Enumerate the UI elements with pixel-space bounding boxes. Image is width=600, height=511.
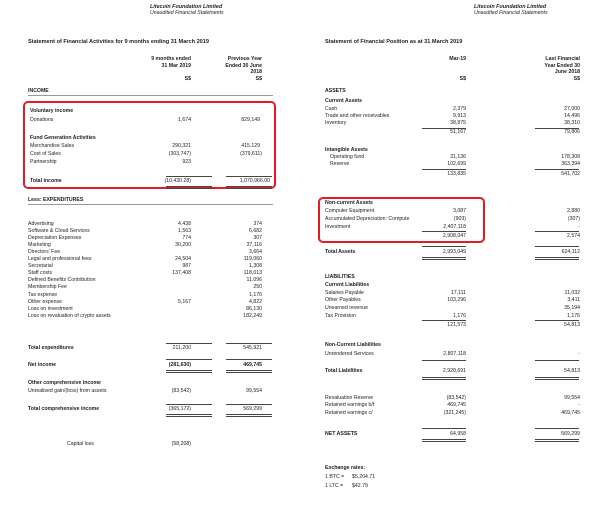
- double-rule: [166, 414, 212, 417]
- revaluation-label: Revaluation Reserve: [325, 395, 374, 401]
- net-assets-v1: 64,958: [450, 431, 466, 437]
- col-header-line: 31 Mar 2019: [161, 62, 191, 69]
- total-expenditures-v2: 545,921: [243, 345, 262, 351]
- expense-v2: 250: [253, 284, 262, 291]
- net-assets-v2: 569,299: [561, 431, 580, 437]
- current-liab-total-v1: 121,573: [447, 322, 466, 328]
- activities-title: Statement of Financial Activities for 9 months ending 31 March 2019: [28, 39, 210, 45]
- ltc-value: $42.79: [352, 483, 368, 489]
- capital-loss-label: Capital loss: [67, 441, 94, 447]
- net-income-v2: 469,745: [243, 362, 262, 368]
- double-rule: [166, 370, 212, 373]
- cash-v2: 27,000: [564, 106, 580, 112]
- unearned-v2: 35,194: [564, 305, 580, 311]
- right-header: [474, 5, 548, 17]
- expense-v2: 86,130: [246, 305, 262, 312]
- col-header-line: S$: [459, 75, 466, 82]
- right-org-name: Litecoin Foundation Limited: [474, 4, 547, 10]
- right-org-subtitle: Unaudited Financial Statements: [474, 10, 548, 17]
- col-header-line: S$: [184, 75, 191, 82]
- capital-loss-v1: (58,208): [171, 441, 191, 447]
- double-rule: [422, 377, 466, 380]
- current-liab-total-v2: 54,813: [564, 322, 580, 328]
- expense-v1: 137,408: [172, 270, 191, 277]
- unearned-label: Unearned revenue: [325, 305, 368, 311]
- tax-provision-label: Tax Provision: [325, 313, 356, 319]
- reserve-v2: 363,394: [561, 161, 580, 167]
- btc-label: 1 BTC =: [325, 474, 345, 480]
- expense-v2: 182,249: [243, 312, 262, 319]
- total-liabilities-label: Total Liabilities: [325, 368, 363, 374]
- retained-bf-label: Retained earnings b/f: [325, 402, 375, 408]
- accum-dep-v2: (307): [567, 216, 580, 222]
- expense-v2: 4,822: [249, 298, 262, 305]
- inventory-v1: 38,875: [450, 120, 466, 126]
- computer-equipment-label: Computer Equipment: [325, 208, 375, 214]
- left-org-name: Litecoin Foundation Limited: [150, 4, 223, 10]
- left-org-subtitle: Unaudited Financial Statements: [150, 10, 224, 17]
- double-rule: [535, 377, 579, 380]
- merch-sales-label: Merchandise Sales: [30, 143, 75, 149]
- total-comprehensive-v1: (365,172): [168, 406, 191, 412]
- retained-cf-v1: (321,245): [443, 410, 466, 416]
- intangible-total-v2: 541,702: [561, 171, 580, 177]
- expenditures-heading: Less: EXPENDITURES: [28, 197, 84, 203]
- tax-provision-v2: 1,176: [567, 313, 580, 319]
- double-rule: [422, 257, 466, 260]
- exchange-heading: Exchange rates:: [325, 465, 366, 471]
- ltc-label: 1 LTC =: [325, 483, 344, 489]
- expense-v2: 119,060: [243, 256, 262, 263]
- total-assets-label: Total Assets: [325, 249, 356, 255]
- cost-of-sales-v1: (303,747): [168, 151, 191, 157]
- investment-v1: 2,407,118: [443, 224, 466, 230]
- other-payables-v1: 103,296: [447, 297, 466, 303]
- expense-label: Marketing: [28, 242, 51, 249]
- total-assets-v2: 624,112: [561, 249, 580, 255]
- position-col1-header: [449, 56, 466, 82]
- expense-v2: 3,664: [249, 249, 262, 256]
- net-assets-label: NET ASSETS: [325, 431, 358, 437]
- rule: [226, 359, 272, 360]
- double-rule: [535, 439, 579, 442]
- left-header: [150, 5, 224, 17]
- total-income-label: Total income: [30, 178, 62, 184]
- intangible-heading: Intangible Assets: [325, 147, 368, 153]
- retained-cf-v2: 469,745: [561, 410, 580, 416]
- col-header-line: Mar-19: [449, 56, 466, 62]
- inventory-v2: 38,310: [564, 120, 580, 126]
- revaluation-v1: (83,542): [446, 395, 466, 401]
- rule: [535, 169, 579, 170]
- voluntary-income-heading: Voluntary income: [30, 108, 74, 114]
- activities-col2-header: [225, 56, 262, 82]
- expense-v2: 37,116: [246, 242, 262, 249]
- assets-heading: ASSETS: [325, 88, 346, 94]
- unrealised-v2: 99,554: [246, 388, 262, 394]
- total-liabilities-v1: 2,928,691: [442, 368, 466, 374]
- double-rule: [226, 370, 272, 373]
- expense-label: Secretarial: [28, 263, 53, 270]
- reserve-label: Reserve: [330, 161, 350, 167]
- current-total-v1: 51,167: [450, 129, 466, 135]
- fund-generation-heading: Fund Generation Activities: [30, 135, 96, 141]
- merch-sales-v2: 415,129: [241, 143, 260, 149]
- rule: [226, 176, 272, 177]
- expense-label: Defined Benefits Contribution: [28, 277, 96, 284]
- rule: [422, 320, 466, 321]
- expense-label: Tax expense: [28, 291, 58, 298]
- expense-v1: 1,563: [178, 228, 191, 235]
- investment-v2: -: [578, 224, 580, 230]
- current-assets-heading: Current Assets: [325, 98, 362, 104]
- tax-provision-v1: 1,176: [453, 313, 466, 319]
- total-liabilities-v2: 54,813: [564, 368, 580, 374]
- double-rule: [226, 414, 272, 417]
- expense-label: Software & Cloud Services: [28, 228, 90, 235]
- col-header-line: Last Financial: [545, 56, 580, 62]
- btc-value: $5,204.71: [352, 474, 376, 480]
- divider: [28, 95, 273, 96]
- rule: [535, 231, 579, 232]
- total-comprehensive-v2: 569,299: [243, 406, 262, 412]
- col-header-line: 9 months ended: [151, 56, 191, 62]
- partnership-label: Partnership: [30, 159, 57, 165]
- retained-bf-v2: -: [578, 402, 580, 408]
- cost-of-sales-label: Cost of Sales: [30, 151, 61, 157]
- rule: [166, 404, 212, 405]
- col-header-line: S$: [573, 75, 580, 82]
- salaries-v1: 17,111: [450, 290, 466, 296]
- double-rule: [166, 186, 212, 189]
- expense-v2: 307: [253, 235, 262, 242]
- rule: [422, 428, 466, 429]
- current-total-v2: 79,806: [564, 129, 580, 135]
- expense-v1: 987: [182, 263, 191, 270]
- expense-label: Directors' Fee: [28, 249, 61, 256]
- rule: [226, 343, 272, 344]
- expense-v1: 30,200: [175, 242, 191, 249]
- total-comprehensive-label: Total comprehensive income: [28, 406, 100, 412]
- liabilities-heading: LIABILITIES: [325, 274, 355, 280]
- col-header-line: June 2018: [554, 69, 580, 75]
- cost-of-sales-v2: (379,611): [240, 151, 262, 157]
- expense-v1: 5,167: [178, 298, 191, 305]
- col-header-line: Ended 30 June: [225, 62, 262, 69]
- rule: [166, 176, 212, 177]
- expense-label: Membership Fee: [28, 284, 67, 291]
- rule: [226, 404, 272, 405]
- donations-v1: 1,674: [178, 117, 191, 123]
- noncurrent-heading: Non-current Assets: [325, 200, 373, 206]
- col-header-line: Year Ended 30: [544, 62, 580, 69]
- rule: [422, 360, 466, 361]
- position-col2-header: [545, 56, 580, 82]
- intangible-total-v1: 133,835: [447, 171, 466, 177]
- rule: [535, 428, 579, 429]
- unrealised-label: Unrealised gain/(loss) from assets: [28, 388, 107, 394]
- net-income-label: Net income: [28, 362, 56, 368]
- trade-v1: 9,913: [453, 113, 466, 119]
- total-assets-v1: 2,993,049: [442, 249, 466, 255]
- partnership-v1: 923: [182, 159, 191, 165]
- accum-dep-v1: (903): [453, 216, 466, 222]
- expense-v2: 118,013: [243, 270, 262, 277]
- trade-label: Trade and other receivables: [325, 113, 390, 119]
- noncurrent-total-v1: 2,908,047: [442, 233, 466, 239]
- double-rule: [422, 439, 466, 442]
- expense-label: Depreciation Expenses: [28, 235, 82, 242]
- cash-label: Cash: [325, 106, 338, 112]
- retained-cf-label: Retained earnings c/: [325, 410, 373, 416]
- unrealised-v1: (83,542): [171, 388, 191, 394]
- rule: [535, 320, 579, 321]
- rule: [535, 360, 579, 361]
- trade-v2: 14,496: [564, 113, 580, 119]
- expense-v2: 1,308: [249, 263, 262, 270]
- oci-heading: Other comprehensive income: [28, 380, 101, 386]
- other-payables-label: Other Payables: [325, 297, 361, 303]
- highlight-noncurrent-box: [318, 197, 485, 243]
- expense-label: Advertising: [28, 221, 54, 227]
- expense-label: Other expense: [28, 298, 63, 305]
- computer-equipment-v2: 2,880: [567, 208, 580, 214]
- expense-v1: 24,504: [175, 256, 191, 263]
- unrendered-v2: -: [578, 351, 580, 357]
- other-payables-v2: 3,411: [567, 297, 580, 303]
- income-heading: INCOME: [28, 88, 49, 94]
- divider: [28, 204, 273, 205]
- expense-v2: 11,096: [246, 277, 262, 284]
- expense-label: Loss on investment: [28, 305, 73, 312]
- salaries-v2: 11,032: [564, 290, 580, 296]
- expense-v1: 4,438: [178, 221, 191, 227]
- inventory-label: Inventory: [325, 120, 347, 126]
- total-income-v2: 1,070,966.00: [239, 178, 270, 184]
- accum-dep-label: Accumulated Depreciation: Compute: [325, 216, 410, 222]
- total-expenditures-label: Total expenditures: [28, 345, 74, 351]
- unrendered-label: Unrendered Services: [325, 351, 374, 357]
- rule: [166, 343, 212, 344]
- donations-v2: 829,149: [241, 117, 260, 123]
- unrendered-v1: 2,807,118: [443, 351, 466, 357]
- double-rule: [535, 257, 579, 260]
- position-title: Statement of Financial Position as at 31 March 2019: [325, 39, 463, 45]
- operating-fund-v1: 31,136: [450, 154, 466, 160]
- activities-col1-header: [151, 56, 191, 82]
- noncurrent-liab-heading: Non-Current Liabilities: [325, 342, 381, 348]
- col-header-line: Previous Year: [227, 56, 262, 62]
- expense-v2: 1,176: [249, 291, 262, 298]
- rule: [166, 359, 212, 360]
- retained-bf-v1: 469,745: [447, 402, 466, 408]
- current-liab-heading: Current Liabilities: [325, 282, 370, 288]
- expense-v2: 6,682: [249, 228, 262, 235]
- reserve-v1: 102,699: [447, 161, 466, 167]
- expense-label: Loss on revaluation of crypto assets: [28, 312, 111, 319]
- col-header-line: S$: [255, 75, 262, 82]
- rule: [535, 246, 579, 247]
- expense-v1: 774: [182, 235, 191, 242]
- cash-v1: 2,379: [453, 106, 466, 112]
- noncurrent-total-v2: 2,574: [567, 233, 580, 239]
- total-income-v1: (10,430.28): [164, 178, 191, 184]
- donations-label: Donations: [30, 117, 54, 123]
- expense-v2: 374: [253, 221, 262, 227]
- operating-fund-v2: 178,308: [561, 154, 580, 160]
- rule: [422, 246, 466, 247]
- merch-sales-v1: 290,321: [172, 143, 191, 149]
- expense-label: Legal and professional fees: [28, 256, 92, 263]
- expense-label: Staff costs: [28, 270, 53, 277]
- computer-equipment-v1: 3,087: [453, 208, 466, 214]
- rule: [422, 169, 466, 170]
- investment-label: Investment: [325, 224, 351, 230]
- total-expenditures-v1: 211,200: [172, 345, 191, 351]
- salaries-label: Salaries Payable: [325, 290, 364, 296]
- col-header-line: 2018: [250, 69, 262, 75]
- operating-fund-label: Operating fund: [330, 154, 365, 160]
- net-income-v1: (281,630): [168, 362, 191, 368]
- revaluation-v2: 99,554: [564, 395, 580, 401]
- double-rule: [226, 186, 272, 189]
